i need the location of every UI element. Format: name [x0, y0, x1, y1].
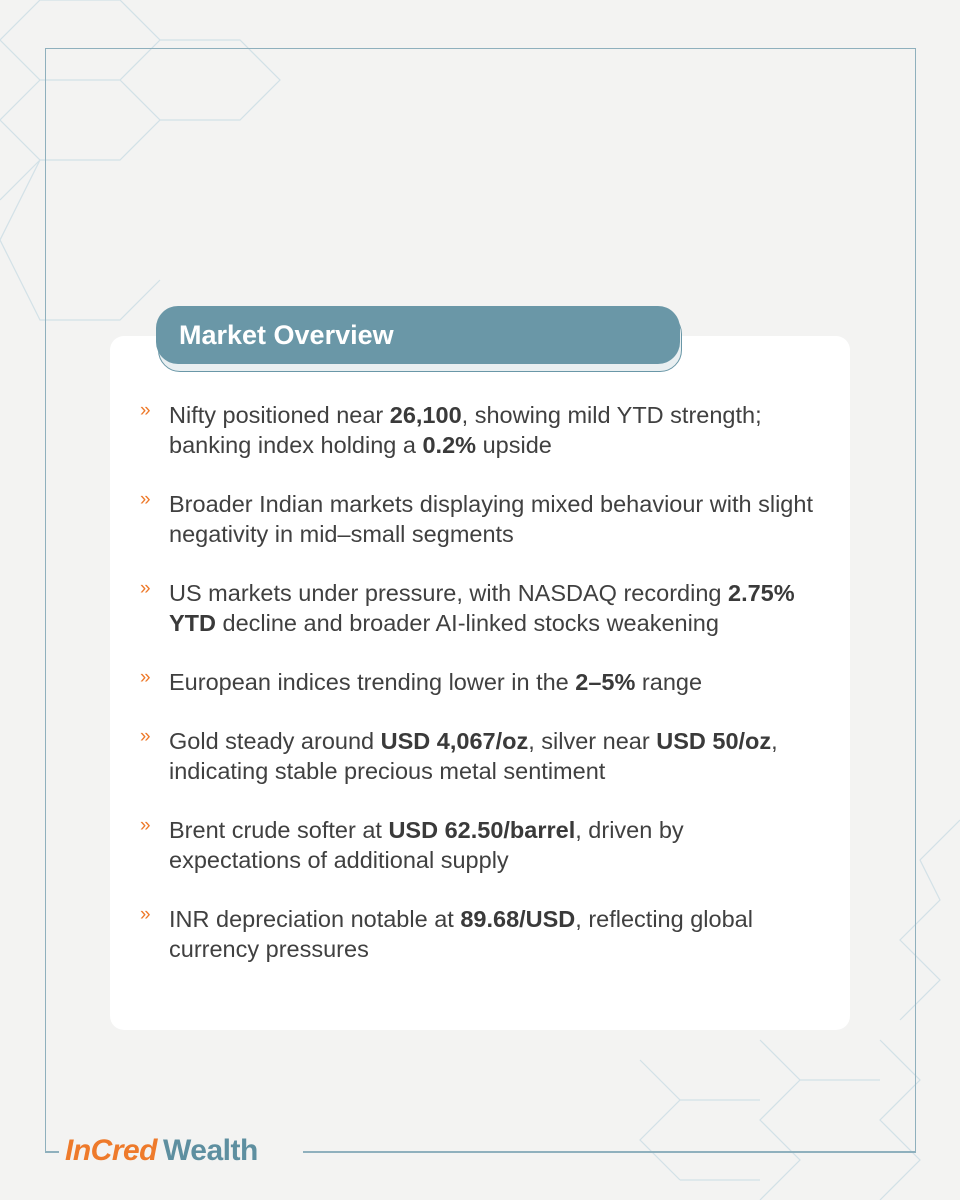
- list-item: [140, 489, 820, 549]
- bold-highlight: 26,100: [389, 402, 462, 428]
- text-segment: , silver near: [528, 728, 657, 754]
- bold-highlight: 2.75% YTD: [169, 580, 795, 636]
- bullet-list: [140, 400, 820, 993]
- text-segment: Gold steady around: [169, 728, 381, 754]
- double-chevron-icon: »: [140, 578, 151, 599]
- text-segment: INR depreciation notable at: [169, 906, 461, 932]
- list-item: [140, 904, 820, 964]
- bold-highlight: 2–5%: [575, 669, 636, 695]
- bold-highlight: USD 62.50/barrel: [388, 817, 576, 843]
- bullet-text: [169, 489, 820, 549]
- text-segment: European indices trending lower in the: [169, 669, 576, 695]
- logo-wealth: Wealth: [163, 1134, 258, 1167]
- double-chevron-icon: »: [140, 400, 151, 421]
- double-chevron-icon: »: [140, 815, 151, 836]
- text-segment: , indicating stable precious metal sentiment: [169, 728, 778, 784]
- text-segment: , driven by expectations of additional supply: [169, 817, 684, 873]
- frame-divider: [303, 1151, 916, 1153]
- bold-highlight: 89.68/USD: [460, 906, 576, 932]
- list-item: [140, 667, 820, 697]
- text-segment: range: [635, 669, 703, 695]
- bold-highlight: 0.2%: [422, 432, 477, 458]
- list-item: [140, 400, 820, 460]
- text-segment: Broader Indian markets displaying mixed behaviour with slight negativity in mid–small segments: [169, 491, 813, 547]
- bullet-text: [169, 815, 820, 875]
- double-chevron-icon: »: [140, 726, 151, 747]
- bullet-text: [169, 400, 820, 460]
- bullet-text: [169, 726, 820, 786]
- incred-wealth-logo: [65, 1134, 258, 1168]
- double-chevron-icon: »: [140, 667, 151, 688]
- double-chevron-icon: »: [140, 904, 151, 925]
- bullet-text: [169, 904, 820, 964]
- double-chevron-icon: »: [140, 489, 151, 510]
- text-segment: , reflecting global currency pressures: [169, 906, 753, 962]
- text-segment: Brent crude softer at: [169, 817, 389, 843]
- text-segment: upside: [476, 432, 552, 458]
- text-segment: US markets under pressure, with NASDAQ recording: [169, 580, 728, 606]
- bold-highlight: USD 50/oz: [656, 728, 772, 754]
- text-segment: decline and broader AI-linked stocks weakening: [216, 610, 719, 636]
- list-item: [140, 578, 820, 638]
- frame-divider: [45, 1151, 59, 1153]
- list-item: [140, 726, 820, 786]
- section-title: Market Overview: [156, 306, 680, 364]
- bullet-text: [169, 667, 702, 697]
- list-item: [140, 815, 820, 875]
- logo-incred: InCred: [65, 1134, 158, 1167]
- text-segment: , showing mild YTD strength; banking index holding a: [169, 402, 762, 458]
- bold-highlight: USD 4,067/oz: [380, 728, 529, 754]
- text-segment: Nifty positioned near: [169, 402, 390, 428]
- bullet-text: [169, 578, 820, 638]
